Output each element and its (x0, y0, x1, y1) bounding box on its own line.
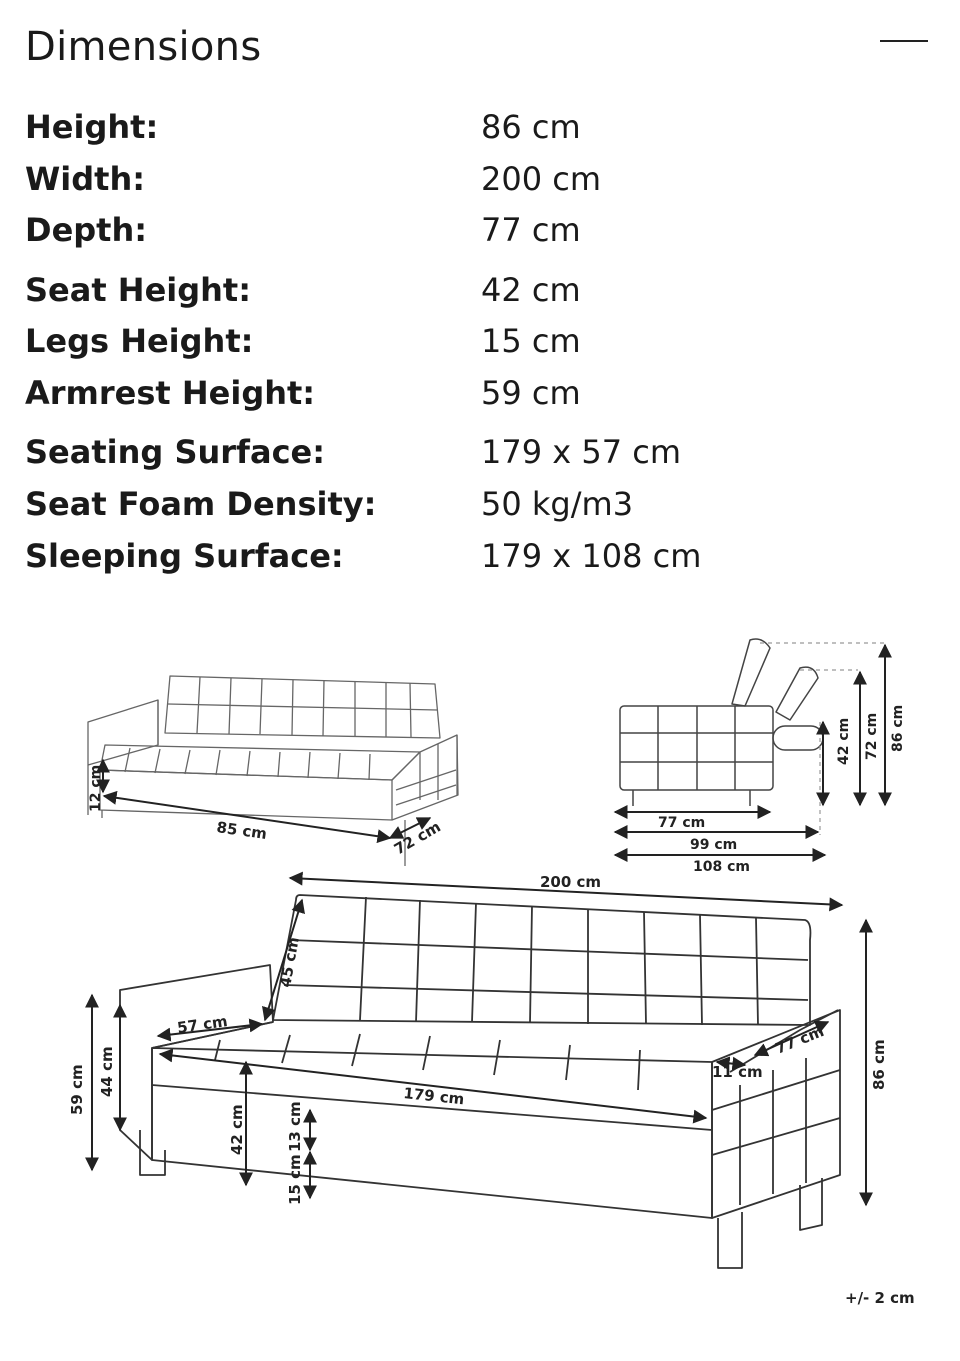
spec-row-legs-height (25, 322, 925, 366)
spec-row-armrest-height (25, 374, 925, 418)
dim-seat-depth-label: 57 cm (176, 1012, 229, 1037)
side-view-sofa (620, 639, 823, 806)
spec-value: 200 cm (481, 160, 602, 198)
dim-inner-arm-label: 44 cm (98, 1046, 116, 1097)
dim-height-label: 86 cm (870, 1039, 888, 1090)
dim-backrest-label: 45 cm (276, 935, 303, 989)
dim-width-label: 200 cm (540, 873, 602, 891)
page-title: Dimensions (25, 24, 262, 70)
dim-armrest-label: 59 cm (68, 1064, 86, 1115)
dim-depth-label: 77 cm (772, 1022, 827, 1058)
spec-row-depth (25, 211, 925, 255)
spec-label: Legs Height: (25, 322, 254, 360)
dim-side-armrest-label: 72 cm (864, 712, 880, 760)
collapse-button[interactable] (878, 22, 930, 62)
minus-icon (880, 40, 928, 42)
dim-side-reclined-label: 99 cm (690, 837, 738, 853)
tolerance-note: +/- 2 cm (845, 1289, 915, 1307)
dim-side-seat-depth-label: 77 cm (658, 815, 706, 831)
dim-seat-width-label: 179 cm (402, 1084, 466, 1109)
spec-value: 15 cm (481, 322, 581, 360)
spec-row-height (25, 108, 925, 152)
spec-row-width (25, 160, 925, 204)
dim-side-seat-height-label: 42 cm (836, 717, 852, 765)
spec-value: 179 x 108 cm (481, 537, 702, 575)
spec-label: Seat Height: (25, 271, 252, 309)
spec-label: Seat Foam Density: (25, 485, 377, 523)
spec-row-sleeping-surface (25, 537, 925, 581)
spec-value: 50 kg/m3 (481, 485, 634, 523)
spec-row-seating-surface (25, 433, 925, 477)
spec-label: Seating Surface: (25, 433, 326, 471)
spec-value: 86 cm (481, 108, 581, 146)
dim-frame-label: 13 cm (286, 1101, 304, 1152)
spec-value: 179 x 57 cm (481, 433, 682, 471)
sofa-dimension-drawing (0, 600, 960, 1361)
dim-side-bed-depth-label: 108 cm (693, 859, 750, 875)
spec-value: 77 cm (481, 211, 581, 249)
dim-arm-width-label: 11 cm (712, 1063, 763, 1081)
dim-bed-depth-label: 85 cm (215, 818, 269, 844)
dim-legs-label: 15 cm (286, 1154, 304, 1205)
spec-label: Sleeping Surface: (25, 537, 344, 575)
dim-side-height-label: 86 cm (890, 704, 906, 752)
dimension-lines (92, 645, 885, 1205)
spec-label: Depth: (25, 211, 148, 249)
dim-bed-frame-label: 12 cm (88, 764, 104, 812)
spec-label: Height: (25, 108, 159, 146)
spec-value: 59 cm (481, 374, 581, 412)
spec-label: Width: (25, 160, 146, 198)
dim-bed-width-label: 72 cm (391, 817, 444, 859)
spec-label: Armrest Height: (25, 374, 316, 412)
spec-row-seat-height (25, 271, 925, 315)
spec-value: 42 cm (481, 271, 581, 309)
front-view-sofa (120, 895, 840, 1268)
spec-row-foam-density (25, 485, 925, 529)
dim-seat-height-label: 42 cm (228, 1104, 246, 1155)
